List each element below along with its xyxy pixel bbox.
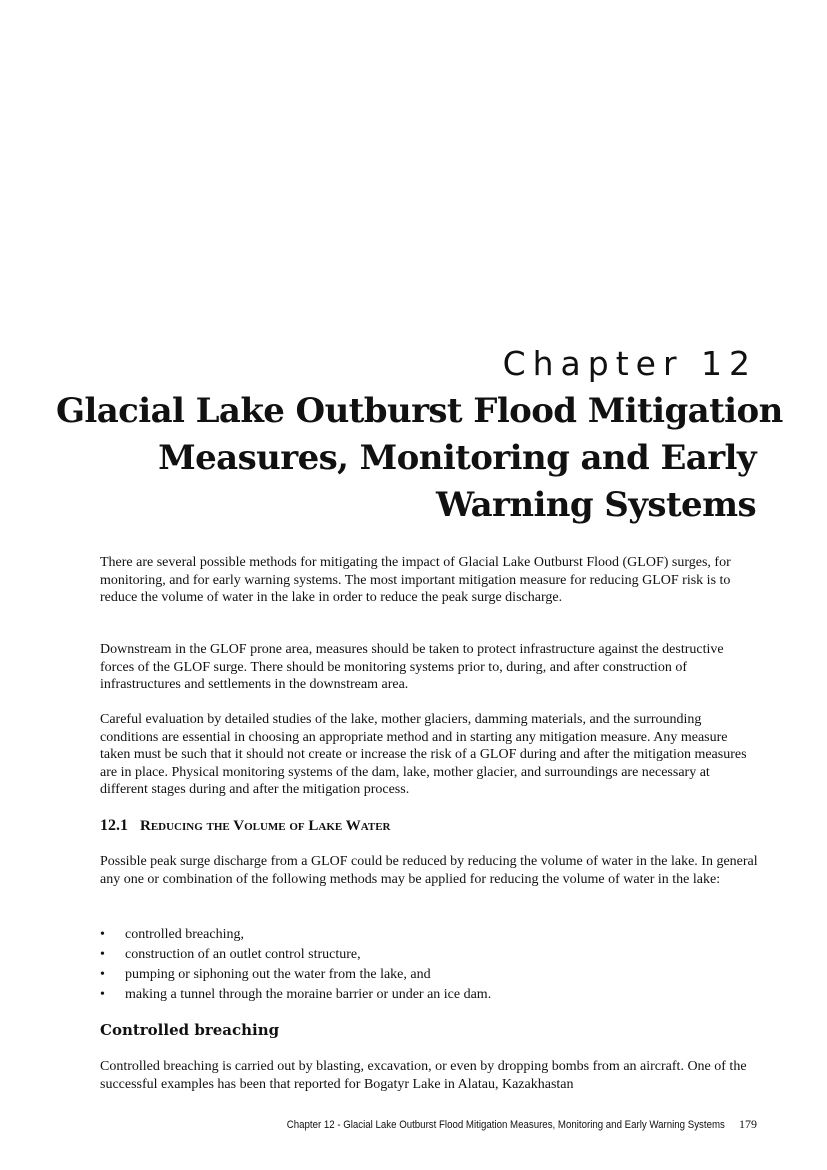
section-heading (100, 817, 390, 835)
list-item (100, 925, 760, 945)
list-item (100, 945, 760, 965)
page-footer (227, 1117, 757, 1132)
bullet: • (100, 967, 105, 982)
section-paragraph: Possible peak surge discharge from a GLOF could be reduced by reducing the volume of water in the lake. In general any one or combination of the following methods may be applied for reducing the volume of water in the lake: (100, 854, 758, 887)
chapter-title (56, 388, 783, 529)
subsection-paragraph: Controlled breaching is carried out by blasting, excavation, or even by dropping bombs from an aircraft. One of the successful examples has been that reported for Bogatyr Lake in Alatau, Kazakhastan (100, 1059, 747, 1092)
bullet: • (100, 987, 105, 1002)
bullet: • (100, 927, 105, 942)
chapter-title-line: Measures, Monitoring and Early (158, 438, 756, 478)
subsection-heading: Controlled breaching (100, 1021, 280, 1039)
list-item-text: controlled breaching, (125, 927, 244, 942)
running-title: Chapter 12 - Glacial Lake Outburst Flood Mitigation Measures, Monitoring and Early Warning Systems (286, 1119, 725, 1131)
intro-paragraph: Downstream in the GLOF prone area, measures should be taken to protect infrastructure against the destructive forces of the GLOF surge. There should be monitoring systems prior to, during, and after construction of infrastructures and settlements in the downstream area. (100, 642, 724, 692)
intro-paragraph: Careful evaluation by detailed studies of the lake, mother glaciers, damming materials, and the surrounding conditions are essential in choosing an appropriate method and in starting any mitigation measure. Any measure taken must be such that it should not create or increase the risk of a GLOF during and after the mitigation measures are in place. Physical monitoring systems of the dam, lake, mother glacier, and surroundings are necessary at different stages during and after the mitigation process. (100, 712, 747, 797)
list-item (100, 985, 760, 1005)
section-number: 12.1 (100, 817, 128, 834)
list-item-text: construction of an outlet control structure, (125, 947, 361, 962)
methods-list (100, 925, 760, 1005)
list-item-text: pumping or siphoning out the water from the lake, and (125, 967, 431, 982)
chapter-title-line: Glacial Lake Outburst Flood Mitigation (56, 391, 783, 431)
list-item (100, 965, 760, 985)
section-title: Reducing the Volume of Lake Water (140, 818, 391, 834)
bullet: • (100, 947, 105, 962)
intro-paragraph: There are several possible methods for mitigating the impact of Glacial Lake Outburst Flood (GLOF) surges, for monitoring, and for early warning systems. The most important mitigation measure for reducing GLOF risk is to reduce the volume of water in the lake in order to reduce the peak surge discharge. (100, 555, 731, 605)
chapter-title-line: Warning Systems (435, 485, 756, 525)
list-item-text: making a tunnel through the moraine barrier or under an ice dam. (125, 987, 492, 1002)
chapter-label: Chapter 12 (502, 344, 757, 383)
page-number: 179 (739, 1117, 757, 1131)
